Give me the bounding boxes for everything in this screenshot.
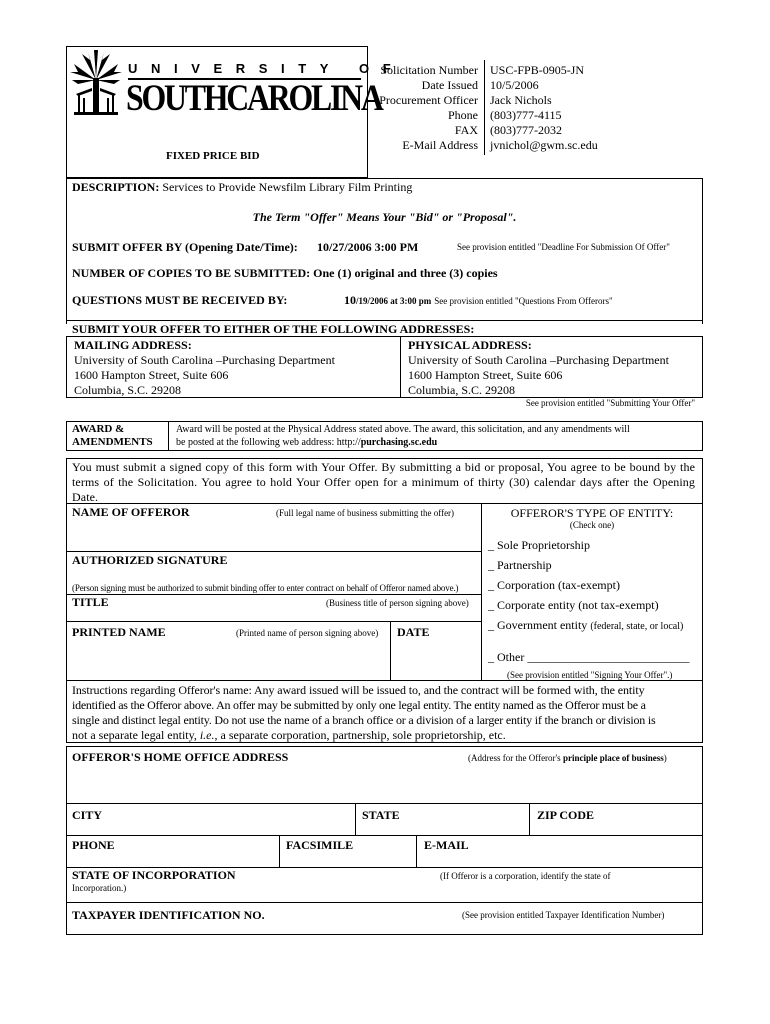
entity-option-other[interactable]: _ Other ___________________________ bbox=[488, 650, 690, 664]
mailing-line-3: Columbia, S.C. 29208 bbox=[74, 383, 182, 397]
description-line bbox=[72, 180, 412, 194]
date-issued: 10/5/2006 bbox=[490, 78, 539, 92]
copies-value: One (1) original and three (3) copies bbox=[313, 266, 498, 280]
phone-top-rule bbox=[66, 835, 703, 836]
incorporation-hint-2: Incorporation.) bbox=[72, 883, 127, 893]
info-label-fax: FAX bbox=[454, 123, 478, 137]
entity-heading: OFFEROR'S TYPE OF ENTITY: bbox=[510, 506, 674, 520]
term-note: The Term "Offer" Means Your "Bid" or "Proposal". bbox=[252, 210, 517, 224]
instructions-line-2: identified as the Offeror above. An offer may be submitted by only one legal entity. The entity named as the Offeror must be a bbox=[72, 698, 646, 712]
zip-field[interactable] bbox=[533, 822, 699, 834]
award-text-2-prefix: be posted at the following web address: http:// bbox=[176, 437, 361, 448]
submit-by-label: SUBMIT OFFER BY (Opening Date/Time): bbox=[72, 240, 298, 254]
entity-option-government-suffix: (federal, state, or local) bbox=[590, 621, 684, 632]
instructions-line-4-italic: i.e. bbox=[199, 728, 215, 742]
entity-option-government-label: _ Government entity bbox=[488, 618, 588, 632]
zip-label: ZIP CODE bbox=[537, 808, 595, 822]
instructions-line-3: single and distinct legal entity. Do not use the name of a branch office or a division of a larger entity if the branch or division is bbox=[72, 713, 656, 727]
phone-label: PHONE bbox=[72, 838, 115, 852]
taxpayer-field[interactable] bbox=[290, 906, 458, 932]
signature-top-rule bbox=[66, 551, 481, 552]
logo-university-of: UNIVERSITY OF bbox=[128, 61, 405, 76]
city-state-divider bbox=[355, 803, 356, 835]
entity-option-sole-proprietorship[interactable]: _ Sole Proprietorship bbox=[488, 538, 590, 552]
phone-field[interactable] bbox=[70, 852, 276, 866]
authorized-signature-field[interactable] bbox=[70, 568, 478, 582]
home-office-address-field[interactable] bbox=[70, 766, 698, 802]
mailing-line-1: University of South Carolina –Purchasing Department bbox=[74, 353, 335, 367]
entity-option-corporate-entity[interactable]: _ Corporate entity (not tax-exempt) bbox=[488, 598, 659, 612]
home-office-hint-prefix: (Address for the Offeror's bbox=[468, 753, 563, 763]
date-divider bbox=[390, 621, 391, 681]
submit-by-value: 10/27/2006 3:00 PM bbox=[317, 240, 419, 254]
title-field[interactable] bbox=[70, 610, 478, 620]
incorporation-hint: (If Offeror is a corporation, identify the state of bbox=[440, 871, 611, 881]
fax-field[interactable] bbox=[283, 852, 413, 866]
procurement-officer: Jack Nichols bbox=[490, 93, 552, 107]
agreement-text: You must submit a signed copy of this form with Your Offer. By submitting a bid or proposal, You agree to be bound by the terms of the Solicitation. You agree to hold Your Offer open for a minimum of thirty (30) calendar days after the Opening Date. bbox=[72, 460, 695, 504]
officer-phone: (803)777-4115 bbox=[490, 108, 562, 122]
award-web-address[interactable]: purchasing.sc.edu bbox=[360, 437, 438, 448]
addresses-divider bbox=[400, 336, 401, 398]
printed-name-hint: (Printed name of person signing above) bbox=[236, 628, 379, 638]
officer-fax: (803)777-2032 bbox=[490, 123, 562, 137]
addresses-heading: SUBMIT YOUR OFFER TO EITHER OF THE FOLLOWING ADDRESSES: bbox=[72, 322, 475, 336]
email-field[interactable] bbox=[420, 852, 699, 866]
award-label-2: AMENDMENTS bbox=[72, 436, 153, 448]
home-office-hint bbox=[468, 753, 667, 764]
instructions-line-4-suffix: , a separate corporation, partnership, sole proprietorship, etc. bbox=[214, 728, 506, 742]
info-label-email: E-Mail Address bbox=[402, 138, 478, 152]
entity-note: (See provision entitled "Signing Your Offer".) bbox=[507, 670, 673, 680]
instructions-line-1: Instructions regarding Offeror's name: Any award issued will be issued to, and the contract will be formed with, the entity bbox=[72, 683, 645, 697]
printed-name-field[interactable] bbox=[70, 640, 387, 678]
home-office-label: OFFEROR'S HOME OFFICE ADDRESS bbox=[72, 750, 289, 764]
offeror-top-rule bbox=[66, 503, 703, 504]
home-office-hint-suffix: ) bbox=[663, 753, 667, 763]
incorporation-field[interactable] bbox=[240, 882, 698, 900]
city-label: CITY bbox=[72, 808, 103, 822]
award-divider bbox=[168, 421, 169, 451]
officer-email[interactable]: jvnichol@gwm.sc.edu bbox=[490, 138, 598, 152]
email-label: E-MAIL bbox=[424, 838, 469, 852]
award-label-1: AWARD & bbox=[72, 423, 125, 435]
date-field[interactable] bbox=[394, 640, 478, 678]
submitting-note: See provision entitled "Submitting Your Offer" bbox=[525, 398, 695, 408]
addresses-top-rule bbox=[66, 320, 703, 321]
title-label: TITLE bbox=[72, 595, 109, 609]
info-label-solicitation: Solicitation Number bbox=[380, 63, 478, 77]
state-field[interactable] bbox=[359, 822, 526, 834]
title-top-rule bbox=[66, 594, 481, 595]
entity-option-partnership[interactable]: _ Partnership bbox=[488, 558, 552, 572]
title-hint: (Business title of person signing above) bbox=[326, 598, 469, 608]
entity-option-government[interactable] bbox=[488, 618, 683, 633]
questions-label: QUESTIONS MUST BE RECEIVED BY: bbox=[72, 293, 288, 307]
entity-option-corporation-tax-exempt[interactable]: _ Corporation (tax-exempt) bbox=[488, 578, 620, 592]
mailing-label: MAILING ADDRESS: bbox=[74, 338, 192, 352]
city-top-rule bbox=[66, 803, 703, 804]
mailing-line-2: 1600 Hampton Street, Suite 606 bbox=[74, 368, 229, 382]
home-office-hint-bold: principle place of business bbox=[562, 753, 664, 763]
taxpayer-top-rule bbox=[66, 902, 703, 903]
physical-line-1: University of South Carolina –Purchasing Department bbox=[408, 353, 669, 367]
copies-line bbox=[72, 266, 498, 280]
name-of-offeror-label: NAME OF OFFEROR bbox=[72, 505, 190, 519]
palmetto-tree-icon bbox=[68, 50, 124, 120]
questions-value-big: 10 bbox=[344, 293, 356, 307]
submit-by-note: See provision entitled "Deadline For Submission Of Offer" bbox=[457, 242, 670, 252]
instructions-line-4 bbox=[72, 728, 506, 742]
physical-label: PHYSICAL ADDRESS: bbox=[408, 338, 532, 352]
taxpayer-label: TAXPAYER IDENTIFICATION NO. bbox=[72, 908, 265, 922]
printed-top-rule bbox=[66, 621, 481, 622]
authorized-signature-label: AUTHORIZED SIGNATURE bbox=[72, 553, 228, 567]
form-title: FIXED PRICE BID bbox=[166, 150, 260, 162]
info-label-phone: Phone bbox=[448, 108, 478, 122]
questions-value bbox=[344, 293, 613, 307]
info-divider bbox=[484, 60, 485, 155]
state-label: STATE bbox=[362, 808, 400, 822]
fax-email-divider bbox=[416, 835, 417, 867]
city-field[interactable] bbox=[70, 822, 352, 834]
printed-name-label: PRINTED NAME bbox=[72, 625, 166, 639]
authorized-signature-hint: (Person signing must be authorized to submit binding offer to enter contract on behalf of Offeror named above.) bbox=[72, 583, 459, 593]
name-of-offeror-field[interactable] bbox=[70, 520, 478, 550]
instructions-line-4-prefix: not a separate legal entity, bbox=[72, 728, 200, 742]
description-label: DESCRIPTION: bbox=[72, 180, 160, 194]
name-of-offeror-hint: (Full legal name of business submitting the offer) bbox=[276, 508, 455, 518]
description-text: Services to Provide Newsfilm Library Film Printing bbox=[162, 180, 413, 194]
physical-line-2: 1600 Hampton Street, Suite 606 bbox=[408, 368, 563, 382]
incorporation-label: STATE OF INCORPORATION bbox=[72, 868, 236, 882]
info-label-officer: Procurement Officer bbox=[379, 93, 478, 107]
info-label-date: Date Issued bbox=[421, 78, 478, 92]
entity-subheading: (Check one) bbox=[569, 520, 615, 530]
questions-note: See provision entitled "Questions From Offerors" bbox=[434, 296, 613, 306]
award-text-1: Award will be posted at the Physical Address stated above. The award, this solicitation, and any amendments will bbox=[176, 424, 630, 435]
copies-label: NUMBER OF COPIES TO BE SUBMITTED: bbox=[72, 266, 311, 280]
logo-south-carolina: SOUTHCAROLINA bbox=[126, 78, 382, 119]
fax-label: FACSIMILE bbox=[286, 838, 354, 852]
questions-value-small: /19/2006 at 3:00 pm bbox=[356, 296, 432, 306]
taxpayer-hint: (See provision entitled Taxpayer Identification Number) bbox=[462, 910, 665, 920]
award-text-2 bbox=[176, 437, 437, 449]
phone-fax-divider bbox=[279, 835, 280, 867]
physical-line-3: Columbia, S.C. 29208 bbox=[408, 383, 516, 397]
state-zip-divider bbox=[529, 803, 530, 835]
solicitation-number: USC-FPB-0905-JN bbox=[490, 63, 585, 77]
date-label: DATE bbox=[397, 625, 430, 639]
